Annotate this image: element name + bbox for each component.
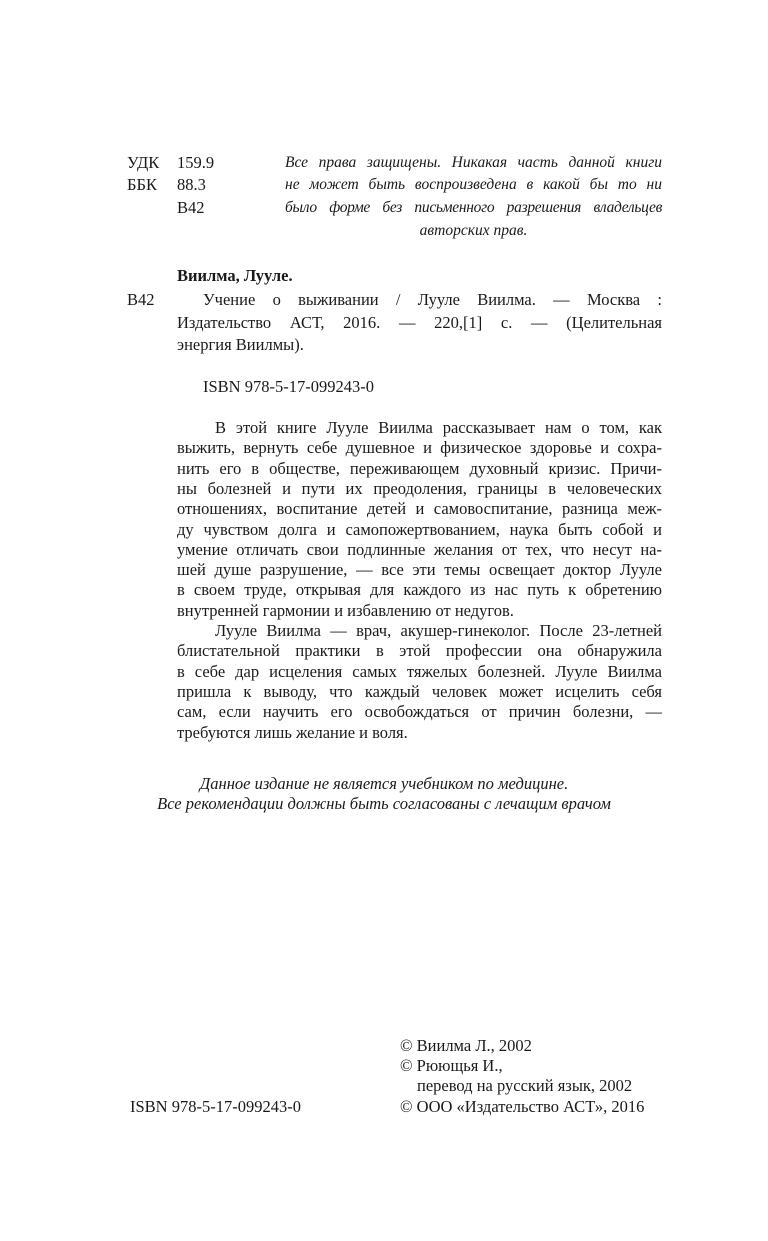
catalog-mark: В42: [127, 290, 155, 309]
catalog-line: Учение о выживании / Лууле Виилма. — Москва :: [203, 290, 662, 309]
bbk-label: ББК: [127, 175, 157, 194]
annotation-line: отношениях, воспитание детей и самовоспитание, разница меж-: [177, 499, 662, 519]
annotation-line: в себе дар исцеления самых тяжелых болезней. Лууле Виилма: [177, 661, 662, 681]
catalog-line: энергия Виилмы).: [177, 335, 304, 354]
annotation-line: выжить, вернуть себе душевное и физическое здоровье и сохра-: [177, 438, 662, 458]
annotation-line: Лууле Виилма — врач, акушер-гинеколог. После 23-летней: [215, 621, 662, 640]
annotation-line: в своем труде, открывая для каждого из нас путь к обретению: [177, 580, 662, 600]
annotation-line: пришла к выводу, что каждый человек может исцелить себя: [177, 681, 662, 701]
rights-line: не может быть воспроизведена в какой бы то ни: [285, 176, 662, 193]
disclaimer-line: Все рекомендации должны быть согласованы с лечащим врачом: [157, 794, 611, 813]
annotation-line: блистательной практики в этой профессии она обнаружила: [177, 641, 662, 661]
annotation-line: внутренней гармонии и избавлению от недугов.: [177, 600, 514, 620]
catalog-author: Виилма, Лууле.: [177, 266, 293, 285]
udk-value: 159.9: [177, 153, 215, 172]
annotation-line: умение отличать свои подлинные желания от тех, что несут на-: [177, 539, 662, 559]
author-mark: В42: [177, 198, 205, 217]
annotation-line: нить его в обществе, переживающем духовный кризис. Причи-: [177, 458, 662, 478]
copyright-line: © ООО «Издательство АСТ», 2016: [400, 1097, 645, 1116]
annotation-line: ны болезней и пути их преодоления, границы в человеческих: [177, 478, 662, 498]
rights-line: авторских прав.: [419, 222, 528, 239]
copyright-line: © Рюющья И.,: [400, 1056, 503, 1075]
rights-line: Все права защищены. Никакая часть данной книги: [285, 154, 662, 171]
rights-line: было форме без письменного разрешения владельцев: [285, 199, 662, 216]
annotation-line: ду чувством долга и самопожертвованием, наука быть собой и: [177, 519, 662, 539]
disclaimer-line: Данное издание не является учебником по медицине.: [199, 774, 569, 793]
copyright-line: перевод на русский язык, 2002: [417, 1076, 633, 1095]
annotation-line: требуются лишь желание и воля.: [177, 722, 408, 742]
annotation-line: шей душе разрушение, — все эти темы освещает доктор Лууле: [177, 560, 662, 580]
udk-label: УДК: [127, 153, 160, 172]
catalog-line: Издательство АСТ, 2016. — 220,[1] с. — (Целительная: [177, 313, 662, 332]
copyright-line: © Виилма Л., 2002: [400, 1036, 532, 1055]
bbk-value: 88.3: [177, 175, 206, 194]
annotation-line: В этой книге Лууле Виилма рассказывает нам о том, как: [215, 418, 662, 437]
annotation-line: сам, если научить его освобождаться от причин болезни, —: [177, 702, 662, 722]
footer-isbn: ISBN 978-5-17-099243-0: [130, 1097, 301, 1116]
catalog-isbn: ISBN 978-5-17-099243-0: [203, 377, 374, 396]
